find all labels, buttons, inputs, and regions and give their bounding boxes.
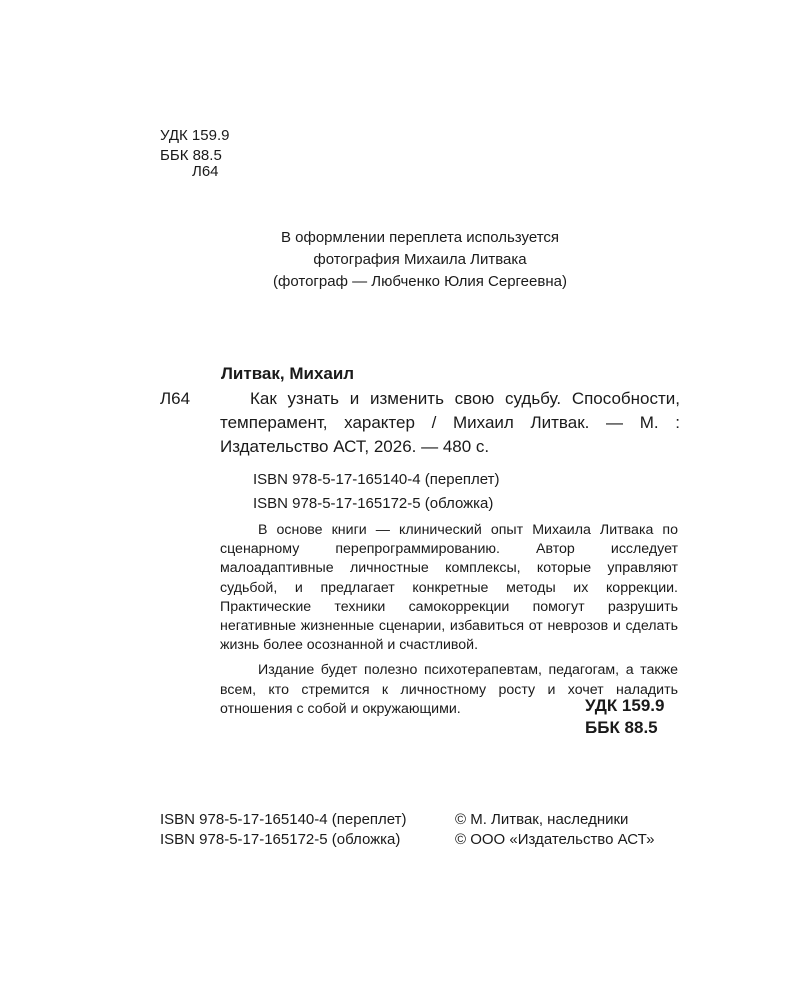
footer-isbn-2: ISBN 978-5-17-165172-5 (обложка): [160, 831, 401, 848]
bbk-code-bottom: ББК 88.5: [585, 718, 658, 737]
footer-copyright-1: © М. Литвак, наследники: [455, 811, 629, 828]
bbk-code-top: ББК 88.5: [160, 147, 222, 164]
cover-note-line-3: (фотограф — Любченко Юлия Сергеевна): [273, 273, 567, 290]
footer-isbn-1: ISBN 978-5-17-165140-4 (переплет): [160, 811, 407, 828]
annotation: [220, 521, 678, 719]
author-mark-top: Л64: [192, 163, 219, 180]
record-isbn-1: ISBN 978-5-17-165140-4 (переплет): [253, 471, 500, 488]
record-author-mark: Л64: [160, 389, 191, 408]
cover-note: [190, 227, 650, 293]
udk-code-top: УДК 159.9: [160, 127, 230, 144]
cover-note-line-2: фотография Михаила Литвака: [313, 251, 527, 268]
record-title: Как узнать и изменить свою судьбу. Способности, темперамент, характер / Михаил Литвак. — М. : Издательство АСТ, 2026. — 480 с.: [220, 389, 680, 456]
record-isbn-2: ISBN 978-5-17-165172-5 (обложка): [253, 495, 494, 512]
cover-note-line-1: В оформлении переплета используется: [280, 229, 560, 246]
annotation-paragraph-1: В основе книги — клинический опыт Михаила Литвака по сценарному перепрограммированию. Автор исследует малоадаптивные личностные комплексы, которые управляют судьбой, и предлагает конкретные методы их коррекции. Практические техники самокоррекции помогут разрушить негативные жизненные сценарии, избавиться от неврозов и сделать жизнь более осознанной и счастливой.: [220, 522, 678, 654]
annotation-paragraph-2: Издание будет полезно психотерапевтам, педагогам, а также всем, кто стремится к личностному росту и хочет наладить отношения с собой и окружающими.: [220, 662, 678, 717]
record-author: Литвак, Михаил: [221, 364, 355, 383]
footer-copyright-2: © ООО «Издательство АСТ»: [455, 831, 655, 848]
udk-code-bottom: УДК 159.9: [585, 696, 665, 715]
